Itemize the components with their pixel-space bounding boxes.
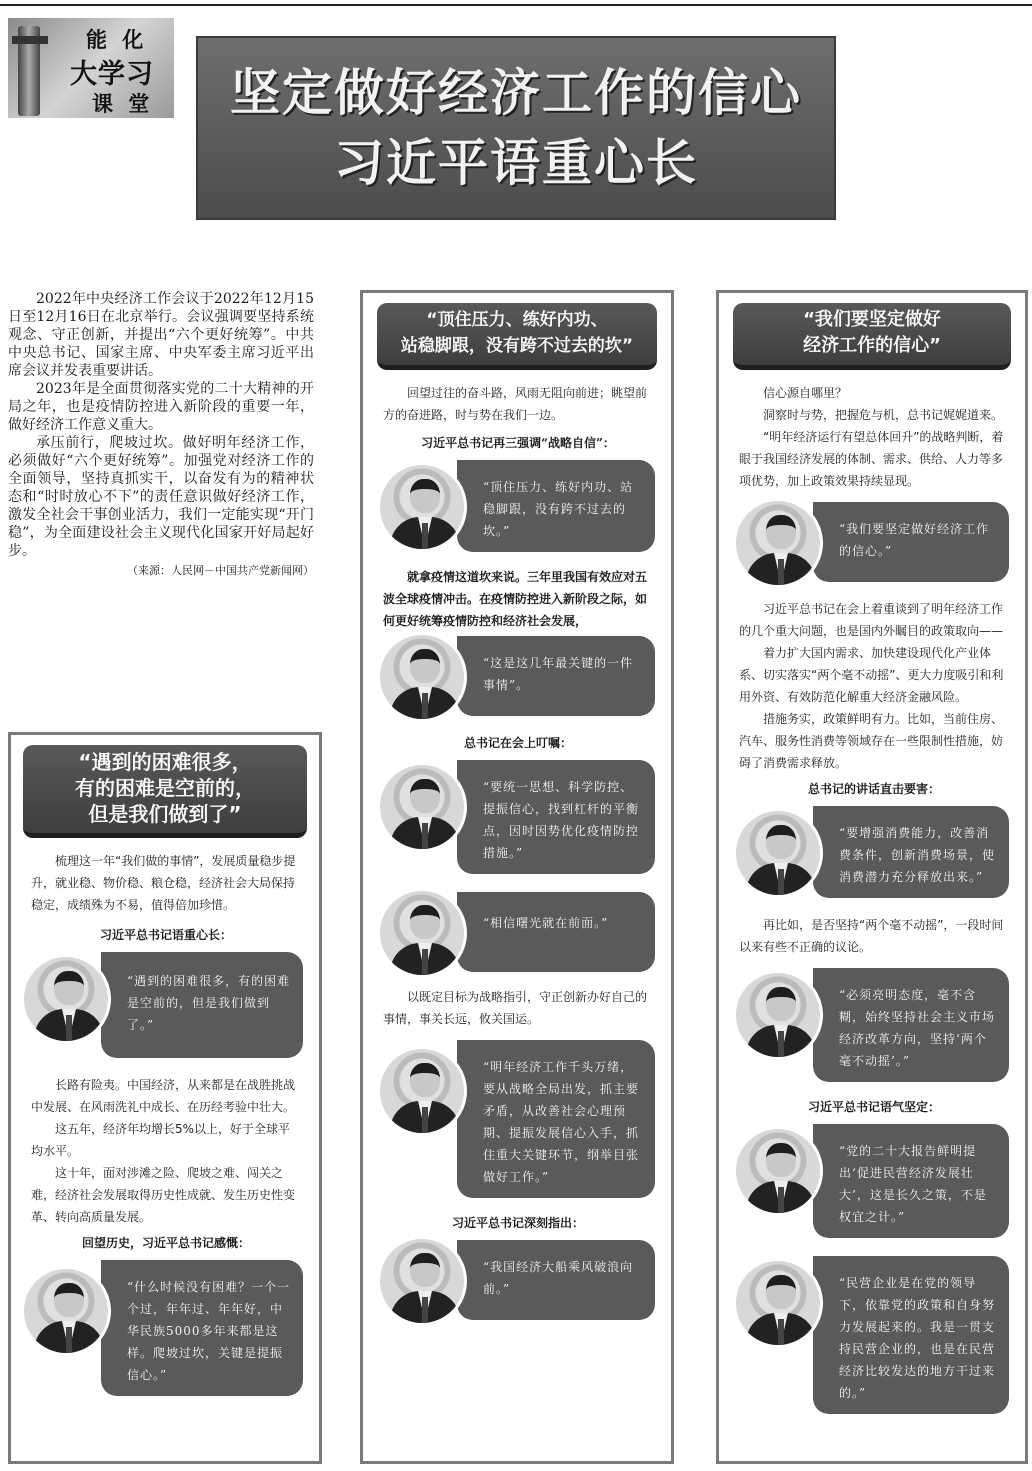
lead-line: 总书记在会上叮嘱： [463,736,572,750]
heading-line: “我们要坚定做好 [803,309,941,330]
body-paragraph: 长路有险夷。中国经济，从来都是在战胜挑战中发展、在风雨洗礼中成长、在历经考验中壮大。 [31,1078,296,1114]
photo-head [54,1283,84,1317]
quote-text: “这是这几年最关键的一件事情”。 [457,636,655,716]
heading-line: 有的困难是空前的， [75,776,255,800]
photo-tie [66,1015,72,1041]
quote-text: “我们要坚定做好经济工作的信心。” [813,502,1009,582]
headline-line-2: 习近平语重心长 [334,134,698,192]
lead-line: 习近平总书记语气坚定： [807,1100,940,1114]
heading-line: “遇到的困难很多， [78,750,252,774]
quote-text: “遇到的困难很多，有的困难是空前的，但是我们做到了。” [101,952,303,1058]
heading-line: 经济工作的信心” [803,335,941,356]
headline-line-1: 坚定做好经济工作的信心 [230,64,802,122]
speaker-photo [733,498,823,588]
quote-card [733,806,1009,898]
top-rule [0,4,1032,6]
photo-head [766,987,796,1021]
intro-paragraph: 承压前行，爬坡过坎。做好明年经济工作，必须做好“六个更好统筹”。加强党对经济工作的全面领导，坚持真抓实干，以奋发有为的精神状态和“时时放心不下”的责任意识做好经济工作，激发全社会干事创业活力，我们一定能实现“开门稳”，为全面建设社会主义现代化国家开好局起好步。 [8,435,314,559]
photo-tie [422,823,428,849]
photo-head [766,1143,796,1177]
badge-line-3: 课 堂 [92,92,154,116]
quote-card [733,968,1009,1082]
quote-text: “民营企业是在党的领导下，依靠党的政策和自身努力发展起来的。我是一贯支持民营企业的，也是在民营经济比较发达的地方干过来的。” [813,1256,1009,1414]
speaker-photo [377,888,467,978]
quote-card [21,1260,303,1396]
intro-article [8,290,314,580]
intro-source: （来源：人民网－中国共产党新闻网） [127,564,314,577]
quote-text: “明年经济工作千头万绪，要从战略全局出发，抓主要矛盾，从改善社会心理预期、提振发展信心入手，抓住重大关键环节，纲举目张做好工作。” [457,1040,655,1198]
quote-card [377,636,655,716]
quote-card [377,1240,655,1320]
quote-text: “必须亮明态度，毫不含糊，始终坚持社会主义市场经济改革方向，坚持‘两个毫不动摇’。” [813,968,1009,1082]
quote-text: “什么时候没有困难？一个一个过，年年过、年年好，中华民族5000多年来都是这样。爬坡过坎，关键是提振信心。” [101,1260,303,1396]
body-paragraph: 信心源自哪里？ [763,386,848,400]
photo-tie [422,523,428,549]
body-paragraph: 洞察时与势，把握危与机，总书记娓娓道来。 [763,408,1004,422]
speaker-photo [733,808,823,898]
speaker-photo [377,1236,467,1326]
photo-tie [778,1319,784,1345]
lead-line: 习近平总书记语重心长： [99,928,232,942]
photo-head [410,479,440,513]
quote-card [733,1124,1009,1238]
quote-text: “党的二十大报告鲜明提出‘促进民营经济发展壮大’，这是长久之策，不是权宜之计。” [813,1124,1009,1238]
speaker-photo [21,1266,111,1356]
photo-tie [778,1187,784,1213]
pillar-cap [12,36,48,44]
lead-line: 习近平总书记深刻指出： [451,1216,584,1230]
quote-card [733,502,1009,582]
quote-text: “我国经济大船乘风破浪向前。” [457,1240,655,1320]
column-confidence [360,290,674,1464]
photo-head [410,1253,440,1287]
photo-head [410,649,440,683]
quote-card [377,1040,655,1198]
heading-line: 站稳脚跟，没有跨不过去的坎” [400,336,634,356]
photo-tie [778,559,784,585]
body-paragraph: 措施务实，政策鲜明有力。比如，当前住房、汽车、服务性消费等领域存在一些限制性措施，妨碍了消费需求释放。 [739,712,1004,770]
photo-head [410,905,440,939]
photo-tie [422,693,428,719]
photo-head [410,779,440,813]
lead-paragraph: 就拿疫情这道坎来说。三年里我国有效应对五波全球疫情冲击。在疫情防控进入新阶段之际，如何更好统筹疫情防控和经济社会发展， [383,570,648,628]
headline-banner [196,36,836,220]
lead-line: 总书记的讲话直击要害： [807,782,940,796]
quote-card [377,892,655,972]
quote-card [733,1256,1009,1414]
photo-head [410,1063,440,1097]
photo-tie [778,1031,784,1057]
body-paragraph: 着力扩大国内需求、加快建设现代化产业体系、切实落实“两个毫不动摇”、更大力度吸引和利用外资、有效防范化解重大经济金融风险。 [739,646,1004,704]
body-paragraph: 这五年，经济年均增长5%以上，好于全球平均水平。 [31,1122,291,1158]
speaker-photo [733,970,823,1060]
speaker-photo [733,1258,823,1348]
photo-tie [778,869,784,895]
body-paragraph: “明年经济运行有望总体回升”的战略判断，着眼于我国经济发展的体制、需求、供给、人力等多项优势，加上政策效果持续显现。 [739,430,1004,488]
speaker-photo [377,632,467,722]
column-heading [377,303,657,370]
body-paragraph: 回望过往的奋斗路，风雨无阻向前进；眺望前方的奋进路，时与势在我们一边。 [383,386,648,422]
intro-paragraph: 2022年中央经济工作会议于2022年12月15日至12月16日在北京举行。会议强调要坚持系统观念、守正创新，并提出“六个更好统筹”。中共中央总书记、国家主席、中央军委主席习近平出席会议并发表重要讲话。 [8,291,314,379]
body-paragraph: 这十年，面对涉滩之险、爬坡之难、闯关之难，经济社会发展取得历史性成就、发生历史性变革、转向高质量发展。 [31,1166,296,1224]
intro-paragraph: 2023年是全面贯彻落实党的二十大精神的开局之年，也是疫情防控进入新阶段的重要一年，做好经济工作意义重大。 [8,381,314,433]
speaker-photo [377,462,467,552]
heading-line: 但是我们做到了” [88,802,242,826]
column-heading [733,303,1011,370]
photo-head [766,1275,796,1309]
lead-line: 回望历史，习近平总书记感慨： [81,1236,250,1250]
speaker-photo [733,1126,823,1216]
photo-tie [66,1327,72,1353]
photo-head [54,971,84,1005]
photo-tie [422,1297,428,1323]
body-paragraph: 习近平总书记在会上着重谈到了明年经济工作的几个重大问题，也是国内外瞩目的政策取向—— [739,602,1004,638]
quote-text: “相信曙光就在前面。” [457,892,655,972]
column-firm-confidence [716,290,1028,1464]
quote-text: “顶住压力、练好内功、站稳脚跟，没有跨不过去的坎。” [457,460,655,552]
speaker-photo [21,954,111,1044]
heading-line: “顶住压力、练好内功、 [426,310,608,330]
photo-tie [422,1107,428,1133]
quote-card [377,760,655,874]
photo-tie [422,949,428,975]
quote-text: “要统一思想、科学防控、提振信心，找到杠杆的平衡点，因时因势优化疫情防控措施。” [457,760,655,874]
photo-head [766,825,796,859]
quote-card [377,460,655,552]
quote-card [21,952,303,1058]
column-heading [23,745,307,838]
quote-text: “要增强消费能力，改善消费条件，创新消费场景，使消费潜力充分释放出来。” [813,806,1009,898]
body-paragraph: 再比如，是否坚持“两个毫不动摇”，一段时间以来有些不正确的议论。 [739,918,1004,954]
speaker-photo [377,1046,467,1136]
badge-line-1: 能 化 [86,28,148,52]
body-paragraph: 以既定目标为战略指引，守正创新办好自己的事情，事关长远，攸关国运。 [383,990,648,1026]
column-difficulties [8,732,322,1464]
column-badge [8,18,174,118]
body-paragraph: 梳理这一年“我们做的事情”，发展质量稳步提升，就业稳、物价稳、粮仓稳，经济社会大局保持稳定，成绩殊为不易，值得倍加珍惜。 [31,854,296,912]
lead-line: 习近平总书记再三强调“战略自信”： [421,436,615,450]
speaker-photo [377,762,467,852]
badge-line-2: 大学习 [70,59,154,90]
photo-head [766,515,796,549]
